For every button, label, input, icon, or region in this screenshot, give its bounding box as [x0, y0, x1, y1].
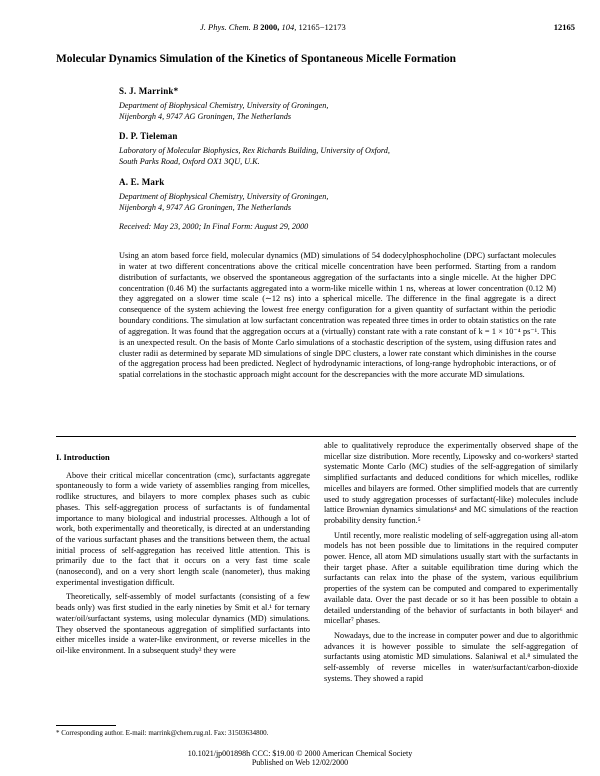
- author-affiliation: [119, 100, 519, 122]
- author-name: D. P. Tieleman: [119, 131, 178, 141]
- affiliation-line: Nijenborgh 4, 9747 AG Groningen, The Netherlands: [119, 203, 292, 212]
- article-title: Molecular Dynamics Simulation of the Kinetics of Spontaneous Micelle Formation: [56, 53, 457, 65]
- journal-citation: [200, 22, 346, 32]
- journal-year: 2000,: [260, 22, 280, 32]
- page-number: 12165: [553, 22, 575, 32]
- author-affiliation: [119, 145, 519, 167]
- publication-date: Published on Web 12/02/2000: [251, 758, 349, 767]
- footnote-rule: [56, 725, 116, 726]
- author-block-2: [119, 131, 519, 167]
- affiliation-line: Laboratory of Molecular Biophysics, Rex Richards Building, University of Oxford,: [119, 146, 390, 155]
- paragraph: Theoretically, self-assembly of model surfactants (consisting of a few beads only) was first studied in the early nineties by Smit et al.¹ for ternary water/oil/surfactant systems, using molecular dynamics (MD) simulations. They observed the spontaneous aggregation of simplified surfactants into either micelles inside a water-like environment, or reverse micelles in the oil-like environment. In a subsequent study² they were: [56, 592, 310, 655]
- doi-copyright: 10.1021/jp001898h CCC: $19.00 © 2000 American Chemical Society: [187, 749, 413, 758]
- author-block-3: [119, 177, 519, 213]
- paragraph: Above their critical micellar concentration (cmc), surfactants aggregate spontaneously to form a wide variety of assemblies ranging from micelles, rodlike structures, and bilayers to more complex phases such as cubic phases. This self-aggregation process of surfactants is of fundamental importance to many biological and industrial processes. Although a lot of work, both experimentally and theoretically, is directed at an understanding of the various surfactant phases and the transitions between them, the actual initial process of self-aggregation has received little attention. This is primarily due to the fact that it occurs on a very fast time scale (nanosecond), and on a very short length scale (nanometer), thus making experimental investigation difficult.: [56, 470, 310, 587]
- author-name: A. E. Mark: [119, 177, 165, 187]
- author-name: S. J. Marrink*: [119, 86, 179, 96]
- section-heading: I. Introduction: [56, 452, 110, 462]
- paragraph: able to qualitatively reproduce the experimentally observed shape of the micellar size distribution. More recently, Lipowsky and co-workers³ started systematic Monte Carlo (MC) studies of the self-aggregation of similarly simplified surfactants and deduced conditions for which micelles, rodlike micelles and bilayers are formed. Other simplified models that are currently used to study aggregation processes of surfactant(-like) molecules include lattice Brownian dynamics simulations⁴ and MC simulations of the reaction probability density function.⁵: [324, 441, 578, 525]
- journal-volume: 104,: [281, 22, 297, 32]
- author-block-1: [119, 86, 519, 122]
- paragraph: Nowadays, due to the increase in computer power and due to algorithmic advances it is however possible to simulate the self-aggregation of surfactants using atomistic MD simulations. Salaniwal et al.⁸ simulated the self-assembly of reverse micelles in water/surfactant/carbon-dioxide systems. They showed a rapid: [324, 630, 578, 683]
- paragraph: Until recently, more realistic modeling of self-aggregation using all-atom models has not been possible due to limitations in the required computer power. Hence, all atom MD simulations usually start with the surfactants in their target phase. After a suitable equilibration time during which the surfactants can relax into the phase of the system, various equilibrium properties of the system can be computed and compared to experimentally available data. Over the past decade or so it has been possible to obtain a detailed understanding of the behavior of surfactants in both bilayer⁶ and micellar⁷ phases.: [324, 530, 578, 626]
- page-footer: [0, 749, 600, 767]
- affiliation-line: Nijenborgh 4, 9747 AG Groningen, The Netherlands: [119, 112, 292, 121]
- affiliation-line: South Parks Road, Oxford OX1 3QU, U.K.: [119, 157, 260, 166]
- footnote: [56, 725, 310, 738]
- journal-pages: 12165−12173: [298, 22, 346, 32]
- abstract: Using an atom based force field, molecular dynamics (MD) simulations of 54 dodecylphosphocholine (DPC) surfactant molecules in water at two different concentrations above the critical micelle concentration have been performed. Starting from a random distribution of surfactants, we observed the spontaneous aggregation of the surfactants into a single micelle. At the higher DPC concentration (0.46 M) the surfactants aggregated into a worm-like micelle within 1 ns, whereas at lower concentration (0.12 M) they aggregated on a slower time scale (∼12 ns) into a spherical micelle. The difference in the final aggregate is a direct consequence of the system achieving the lowest free energy configuration for a given quantity of surfactant within the periodic boundary conditions. The simulation at low surfactant concentration was repeated three times in order to obtain statistics on the rate of aggregation. It was found that the aggregation occurs at a (virtually) constant rate with a rate constant of k = 1 × 10⁻⁴ ps⁻¹. This is an unexpected result. On the basis of Monte Carlo simulations of a stochastic description of the system, using diffusion rates and cluster radii as determined by separate MD simulations of single DPC clusters, a lower rate constant which diminishes in the course of the aggregation process had been predicted. Neglect of hydrodynamic interactions, of long-range hydrophobic interactions, or of spatial correlations in the stochastic approach might account for the descrepancies with the more accurate MD simulations.: [119, 251, 556, 380]
- affiliation-line: Department of Biophysical Chemistry, University of Groningen,: [119, 192, 329, 201]
- footnote-text: * Corresponding author. E-mail: marrink@chem.rug.nl. Fax: 31503634800.: [56, 729, 269, 737]
- right-column: [324, 441, 578, 684]
- abstract-divider: [56, 436, 576, 437]
- received-dates: Received: May 23, 2000; In Final Form: August 29, 2000: [119, 222, 309, 231]
- author-affiliation: [119, 191, 519, 213]
- journal-name: J. Phys. Chem. B: [200, 22, 259, 32]
- left-column: [56, 452, 310, 657]
- affiliation-line: Department of Biophysical Chemistry, University of Groningen,: [119, 101, 329, 110]
